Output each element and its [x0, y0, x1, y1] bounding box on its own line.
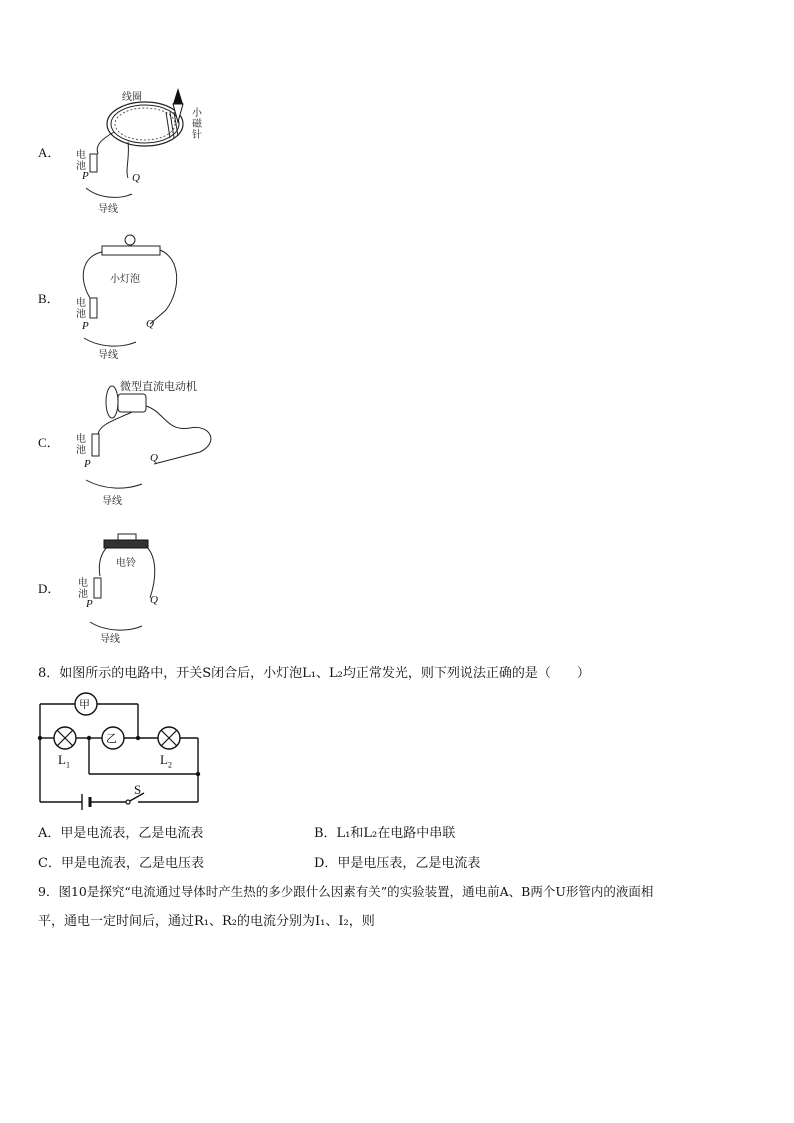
- wire-label: 导线: [98, 350, 118, 361]
- terminal-q-label: Q: [150, 594, 158, 606]
- option-b-letter: B．: [38, 291, 60, 306]
- lamp-l2-label: $L_2$: [160, 752, 172, 770]
- battery-label: 电池: [76, 150, 86, 172]
- coil-compass-drawing: [70, 82, 230, 217]
- battery-label: 电池: [76, 298, 86, 320]
- motor-label: 微型直流电动机: [120, 380, 197, 393]
- wire-label: 导线: [100, 634, 120, 645]
- question-9-line-2: 平，通电一定时间后，通过R₁、R₂的电流分别为I₁、I₂，则: [38, 914, 375, 929]
- switch-label: S: [134, 782, 142, 797]
- option-b-figure: [70, 228, 230, 363]
- meter-yi-label: 乙: [106, 732, 117, 745]
- compass-label: 小磁针: [192, 108, 202, 141]
- coil-label: 线圈: [122, 92, 142, 103]
- terminal-p-label: P: [82, 320, 89, 332]
- bell-circuit-drawing: [70, 524, 230, 649]
- choice-b: B．L₁和L₂在电路中串联: [314, 826, 456, 841]
- choice-c: C．甲是电流表，乙是电压表: [38, 856, 204, 871]
- wire-label: 导线: [98, 204, 118, 215]
- option-c-letter: C．: [38, 435, 60, 450]
- terminal-p-label: P: [84, 458, 91, 470]
- bell-label: 电铃: [116, 558, 136, 569]
- lamp-l1-label: $L_1$: [58, 752, 70, 770]
- bulb-circuit-drawing: [70, 228, 230, 363]
- battery-label: 电池: [78, 578, 88, 600]
- meter-jia-label: 甲: [79, 698, 90, 711]
- option-d-letter: D．: [38, 581, 61, 596]
- question-9-line-1: 9．图10是探究“电流通过导体时产生热的多少跟什么因素有关”的实验装置，通电前A、B两个U形管内的液面相: [38, 884, 654, 899]
- option-c-figure: [70, 372, 250, 507]
- terminal-q-label: Q: [146, 318, 154, 330]
- terminal-p-label: P: [82, 170, 89, 182]
- choice-d: D．甲是电压表，乙是电流表: [314, 856, 481, 871]
- switch-symbol: [126, 800, 130, 804]
- wire-label: 导线: [102, 496, 122, 507]
- option-a-figure: [70, 82, 230, 217]
- option-a-letter: A．: [38, 145, 61, 160]
- battery-label: 电池: [76, 434, 86, 456]
- q8-circuit-diagram: [32, 690, 212, 810]
- bulb-label: 小灯泡: [110, 274, 140, 285]
- terminal-q-label: Q: [150, 452, 158, 464]
- circuit-schematic: [32, 690, 212, 810]
- question-8-stem: 8．如图所示的电路中，开关S闭合后，小灯泡L₁、L₂均正常发光，则下列说法正确的是（ ）: [38, 666, 590, 681]
- choice-a: A．甲是电流表，乙是电流表: [38, 826, 204, 841]
- terminal-p-label: P: [86, 598, 93, 610]
- option-d-figure: [70, 524, 230, 649]
- terminal-q-label: Q: [132, 172, 140, 184]
